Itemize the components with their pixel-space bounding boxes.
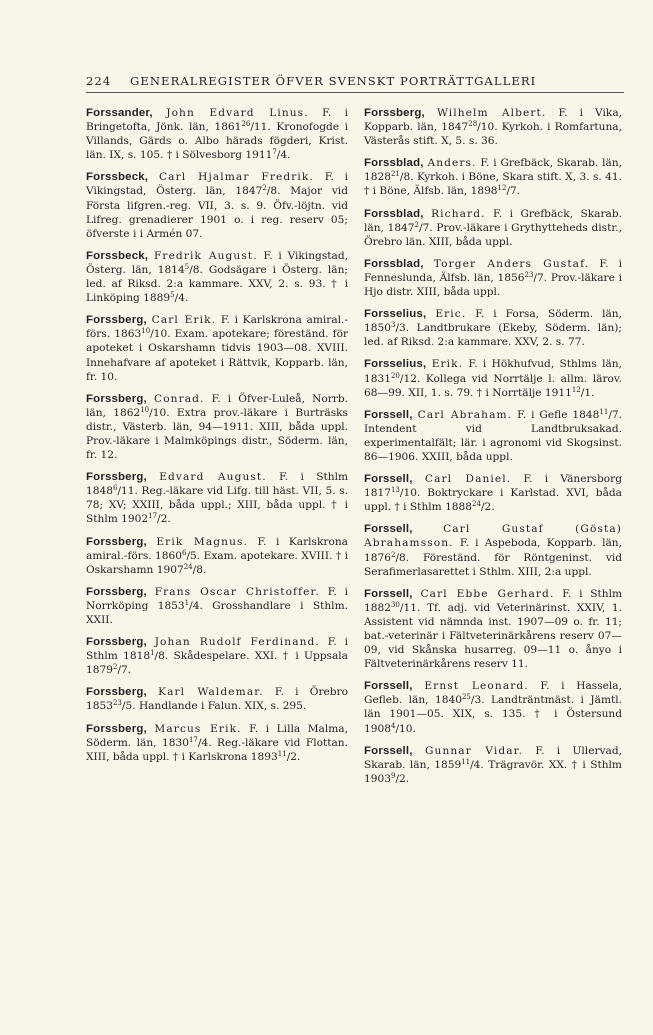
entry-details: F. i Öfver-Luleå, Norrb. län, 1862$^{10}$/10. Extra prov.-läkare i Burträsks distr., Västerb. län, 94—1911. XIII, båda uppl. Prov.-läkare i Malmköpings distr., Söderm. län, fr. 12. <box>86 392 349 462</box>
entry-given-names: Erik. <box>431 358 464 371</box>
entry-details: F. i Vänersborg 1817$^{13}$/10. Boktryckare i Karlstad. XVI, båda uppl. † i Sthlm 1888$^{24}$/2. <box>364 473 622 514</box>
entry-details: F. i Sthlm 1882$^{30}$/11. Tf. adj. vid Veterinärinst. XXIV, 1. Assistent vid nämnda inst. 1907—09 o. fr. 11; bat.-veterinär i Fältveterinärkårens reserv 07—09, vid Skånska husarreg. 09—11 o. ånyo i Fältveterinärkårens reserv 11. <box>364 587 623 671</box>
entry-surname: Forssbeck, <box>86 171 149 184</box>
entry-details: F. i Karlskrona amiral.-förs. 1863$^{10}$/10. Exam. apotekare; föreständ. för apoteket i Oskarshamn tidvis 1903—08. XVIII. Innehafvare af apoteket i Rättvik, Kopparb. län, fr. 10. <box>86 314 349 383</box>
register-entry <box>364 106 622 148</box>
entry-surname: Forssell, <box>364 523 413 536</box>
register-entry <box>364 587 622 672</box>
register-entry <box>86 106 348 162</box>
register-entry <box>364 207 622 249</box>
entry-details: F. i Hökhufvud, Sthlms län, 1831$^{20}$/12. Kollega vid Norrtälje l. allm. lärov. 68—99. XII, 1. s. 79. † i Norrtälje 1911$^{12}$/1. <box>364 358 622 399</box>
entry-details: F. i Vikingstad, Österg. län, 1847$^2$/8. Major vid Första lifgren.-reg. VII, 3. s. 9. Öfv.-löjtn. vid Lifreg. grenadierer 1901 o. i reg. reserv 05; öfverste i i Armén 07. <box>86 171 348 240</box>
entry-details: F. i Örebro 1853$^{23}$/5. Handlande i Falun. XIX, s. 295. <box>86 686 349 713</box>
entry-given-names: Carl Erik. <box>151 314 217 327</box>
entry-surname: Forssberg, <box>86 392 147 405</box>
entry-details: F. i Norrköping 1853$^1$/4. Grosshandlare i Sthlm. XXII. <box>86 585 349 626</box>
entry-surname: Forssberg, <box>364 107 425 119</box>
entry-given-names: Richard. <box>431 207 486 220</box>
entry-details: F. i Gefle 1848$^{11}$/7. Intendent vid Landtbruksakad. experimentalfält; lär. i agronomi vid Skogsinst. 86—1906. XXIII, båda uppl. <box>364 407 622 463</box>
entry-surname: Forssell, <box>364 587 413 600</box>
entry-surname: Forssblad, <box>364 157 424 170</box>
right-column <box>364 106 622 794</box>
register-entry <box>86 585 348 627</box>
entry-surname: Forssell, <box>364 473 413 486</box>
register-entry <box>364 744 622 786</box>
entry-given-names: Carl Daniel. <box>424 473 512 486</box>
entry-given-names: Carl Hjalmar Fredrik. <box>158 171 314 184</box>
entry-surname: Forssell, <box>364 680 413 693</box>
register-entry <box>86 635 348 677</box>
register-entry <box>86 249 348 305</box>
entry-given-names: Carl Abraham. <box>417 408 513 421</box>
entry-surname: Forssbeck, <box>86 249 149 262</box>
entry-given-names: Johan Rudolf Ferdinand. <box>154 636 320 649</box>
entry-details: F. i Lilla Malma, Söderm. län, 1830$^{17}$/4. Reg.-läkare vid Flottan. XIII, båda uppl. † i Karlskrona 1893$^{11}$/2. <box>86 722 348 763</box>
register-entry <box>364 472 622 514</box>
register-entry <box>364 522 622 578</box>
register-entry <box>364 357 622 399</box>
entry-details: F. i Forsa, Söderm. län, 1850$^3$/3. Landtbrukare (Ekeby, Söderm. län); led. af Riksd. 2:a kammare. XXV, 2. s. 77. <box>364 308 622 349</box>
entry-given-names: John Edvard Linus. <box>166 107 309 119</box>
register-entry <box>86 313 348 383</box>
entry-given-names: Fredrik August. <box>153 249 258 262</box>
entry-surname: Forssell, <box>364 408 413 421</box>
entry-surname: Forssberg, <box>86 535 147 548</box>
entry-given-names: Eric. <box>435 308 467 321</box>
entry-details: F. i Aspeboda, Kopparb. län, 1876$^2$/8. Föreständ. för Röntgeninst. vid Serafimerlasarettet i Sthlm. XIII, 2:a uppl. <box>364 537 622 578</box>
entry-given-names: Karl Waldemar. <box>158 686 264 699</box>
header-rule <box>86 92 624 93</box>
entry-surname: Forssberg, <box>86 314 147 327</box>
entry-given-names: Edvard August. <box>159 471 267 484</box>
register-entry <box>364 679 622 735</box>
entry-surname: Forssblad, <box>364 207 424 220</box>
entry-details: F. i Grefbäck, Skarab. län, 1828$^{21}$/8. Kyrkoh. i Böne, Skara stift. X, 3. s. 41. † i Böne, Älfsb. län, 1898$^{12}$/7. <box>364 157 623 198</box>
register-entry <box>86 392 348 462</box>
running-title: GENERALREGISTER ÖFVER SVENSKT PORTRÄTTGALLERI <box>130 74 537 88</box>
entry-surname: Forssberg, <box>86 722 147 735</box>
entry-surname: Forssander, <box>86 107 153 119</box>
entry-given-names: Carl Ebbe Gerhard. <box>420 587 555 600</box>
entry-details: F. i Sthlm 1848$^6$/11. Reg.-läkare vid Lifg. till häst. VII, 5. s. 78; XV; XXIII, båda uppl.; XIII, båda uppl. † i Sthlm 1902$^{17}$/2. <box>86 471 349 526</box>
entry-surname: Forsselius, <box>364 308 427 321</box>
entry-surname: Forssberg, <box>86 636 147 649</box>
entry-given-names: Wilhelm Albert. <box>436 107 547 119</box>
entry-details: F. i Fenneslunda, Älfsb. län, 1856$^{23}$/7. Prov.-läkare i Hjo distr. XIII, båda uppl. <box>364 257 622 299</box>
entry-details: F. i Karlskrona amiral.-förs. 1860$^6$/5. Exam. apotekare. XVIII. † i Oskarshamn 1907$^{24}$/8. <box>86 535 348 576</box>
entry-given-names: Torger Anders Gustaf. <box>433 257 590 270</box>
entry-surname: Forsselius, <box>364 358 427 371</box>
register-entry <box>364 257 622 299</box>
entry-given-names: Frans Oscar Christoffer. <box>154 585 320 598</box>
entry-given-names: Marcus Erik. <box>154 722 242 735</box>
register-entry <box>86 470 348 526</box>
entry-surname: Forssblad, <box>364 257 424 270</box>
entry-given-names: Ernst Leonard. <box>424 680 529 693</box>
register-entry <box>86 170 348 240</box>
page-number: 224 <box>86 74 112 88</box>
entry-given-names: Carl Gustaf (Gösta) Abrahamsson. <box>364 523 623 550</box>
entry-details: F. i Hassela, Gefleb. län, 1840$^{25}$/3. Landträntmäst. i Jämtl. län 1901—05. XIX, s. 135. † i Östersund 1908$^4$/10. <box>364 680 623 735</box>
entry-surname: Forssberg, <box>86 471 147 484</box>
entry-given-names: Conrad. <box>153 392 205 405</box>
entry-details: F. i Bringetofta, Jönk. län, 1861$^{26}$/11. Kronofogde i Villands, Gärds o. Albo härads fögderi, Krist. län. IX, s. 105. † i Sölvesborg 1911$^7$/4. <box>86 107 349 162</box>
entry-surname: Forssberg, <box>86 585 147 598</box>
register-entry <box>86 535 348 577</box>
entry-given-names: Erik Magnus. <box>156 535 249 548</box>
register-entry <box>86 722 348 764</box>
entry-given-names: Gunnar Vidar. <box>424 744 524 757</box>
entry-details: F. i Ullervad, Skarab. län, 1859$^{11}$/4. Trägravör. XX. † i Sthlm 1903$^9$/2. <box>364 744 622 785</box>
entry-details: F. i Vika, Kopparb. län, 1847$^{28}$/10. Kyrkoh. i Romfartuna, Västerås stift. X, 5. s. 36. <box>364 107 623 148</box>
left-column <box>86 106 348 772</box>
register-entry <box>364 307 622 349</box>
register-entry <box>86 685 348 713</box>
entry-details: F. i Vikingstad, Österg. län, 1814$^5$/8. Godsägare i Österg. län; led. af Riksd. 2:a kammare. XXV, 2. s. 93. † i Linköping 1889$^5$/4. <box>86 249 348 305</box>
entry-given-names: Anders. <box>427 157 477 170</box>
register-entry <box>364 408 622 464</box>
entry-details: F. i Sthlm 1818$^1$/8. Skådespelare. XXI. † i Uppsala 1879$^2$/7. <box>86 636 348 677</box>
entry-surname: Forssberg, <box>86 686 147 699</box>
entry-details: F. i Grefbäck, Skarab. län, 1847$^2$/7. Prov.-läkare i Grythytteheds distr., Örebro län. XIII, båda uppl. <box>364 207 622 248</box>
register-entry <box>364 156 622 198</box>
page-header <box>86 74 626 88</box>
entry-surname: Forssell, <box>364 744 413 757</box>
